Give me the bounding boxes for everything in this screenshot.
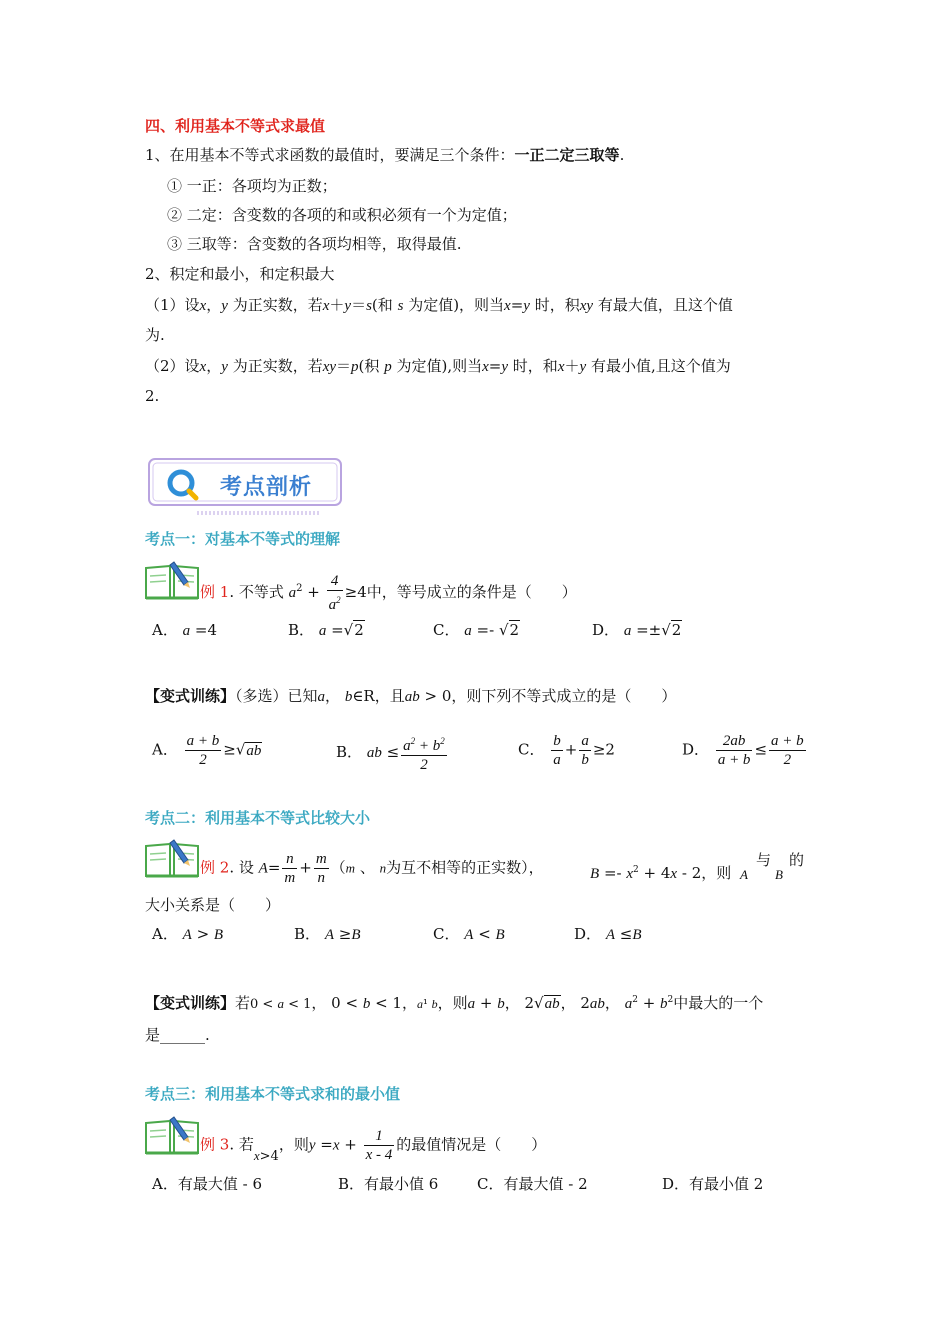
ex2-option-a: A． A > B <box>152 925 224 943</box>
paragraph-3: （1）设x，y 为正实数，若x＋y＝s(和 s 为定值)，则当x=y 时，积xy 有最大值，且这个值 <box>145 296 733 314</box>
ex3-option-b: B．有最小值 6 <box>338 1175 439 1193</box>
condition-3: ③ 三取等：含变数的各项均相等，取得最值. <box>167 235 462 253</box>
ex3-option-d: D．有最小值 2 <box>662 1175 764 1193</box>
ex3-option-a: A．有最大值 - 6 <box>152 1175 262 1193</box>
section-title: 四、利用基本不等式求最值 <box>145 117 326 135</box>
example-2-b-def: $B =- x^2 + 4x - 2$，则 <box>590 864 732 882</box>
book-icon <box>144 838 200 878</box>
example-2-cont: 大小关系是（ ） <box>145 896 281 914</box>
ex1-option-b: B． a =√2 <box>288 621 364 639</box>
example-2: 例 2. 设 A= $\frac{n}{m}$ + $\frac{m}{n}$ （m 、 n为互不相等的正实数）， <box>200 851 544 886</box>
variant-2: 【变式训练】若0 < a < 1， 0 < b < 1，a¹ b，则a + b， 2√ab， 2ab， $a^2 + b^2$中最大的一个 <box>145 994 764 1012</box>
paragraph-3-end: 为. <box>145 326 165 344</box>
paragraph-4-end: 2. <box>145 387 160 405</box>
condition-2: ② 二定：含变数的各项的和或积必须有一个为定值； <box>167 206 517 224</box>
paragraph-4: （2）设x，y 为正实数，若xy＝p(积 p 为定值),则当x=y 时，和x＋y 有最小值,且这个值为 <box>145 357 731 375</box>
kaodian-banner <box>148 458 344 516</box>
book-icon <box>144 1115 200 1155</box>
var1-option-a: A． $\frac{a + b}{2}$ ≥√ab <box>152 733 262 768</box>
var1-option-d: D． $\frac{2ab}{a + b}$ ≤ $\frac{a + b}{2}$ <box>682 733 804 768</box>
ex2-option-c: C． A < B <box>433 925 505 943</box>
ex2-option-b: B． A ≥B <box>294 925 361 943</box>
variant-1: 【变式训练】（多选）已知a， b∈R，且ab > 0，则下列不等式成立的是（ ） <box>145 687 677 705</box>
var1-option-c: C． $\frac{b}{a}$ + $\frac{a}{b}$ ≥2 <box>518 733 615 768</box>
kp2-heading: 考点二：利用基本不等式比较大小 <box>145 809 371 827</box>
example-2-de: 的 <box>789 851 805 869</box>
banner-title: 考点剖析 <box>220 475 313 500</box>
kp1-heading: 考点一：对基本不等式的理解 <box>145 530 341 548</box>
example-1: 例 1. 不等式 $a^2$ + $\frac{4}{a^2}$ ≥4中，等号成立的条件是（ ） <box>200 573 577 613</box>
variant-2-blank: 是______. <box>145 1026 210 1044</box>
book-icon <box>144 560 200 600</box>
ex2-option-d: D． A ≤B <box>574 925 642 943</box>
ex1-option-a: A． a =4 <box>152 621 218 639</box>
paragraph-1: 1、在用基本不等式求函数的最值时，要满足三个条件：一正二定三取等. <box>145 146 625 164</box>
var1-option-b: B． ab ≤ $\frac{a^2 + b^2}{2}$ <box>336 732 449 774</box>
example-2-and: 与 <box>756 851 772 869</box>
ex3-option-c: C．有最大值 - 2 <box>477 1175 588 1193</box>
condition-1: ① 一正：各项均为正数； <box>167 177 337 195</box>
ex1-option-d: D． a =±√2 <box>592 621 682 639</box>
ex1-option-c: C． a =- √2 <box>433 621 520 639</box>
example-3: 例 3. 若x>4，则y =x + $\frac{1}{x - 4}$ 的最值情况是（ ） <box>200 1128 547 1164</box>
example-2-a: A <box>740 867 748 882</box>
paragraph-2: 2、积定和最小，和定积最大 <box>145 265 335 283</box>
example-2-b: B <box>775 867 783 882</box>
kp3-heading: 考点三：利用基本不等式求和的最小值 <box>145 1085 401 1103</box>
